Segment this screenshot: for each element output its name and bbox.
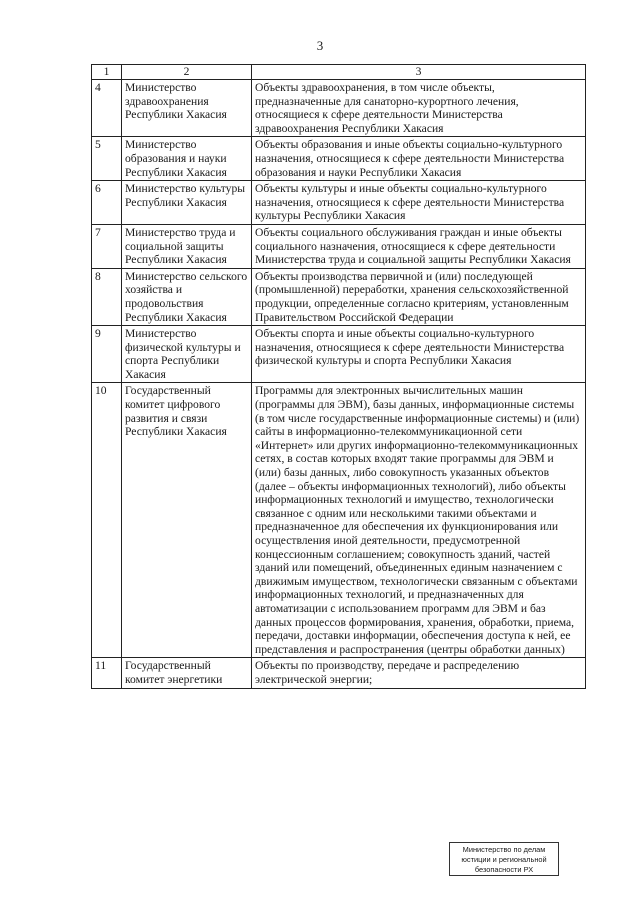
- ministries-table: [91, 64, 586, 689]
- ministry-name: Министерство физической культуры и спорта Республики Хакасия: [122, 326, 252, 383]
- row-number: 10: [92, 383, 122, 658]
- header-col-1: 1: [92, 65, 122, 80]
- stamp-line-1: Министерство по делам: [462, 845, 546, 854]
- table-row: [92, 383, 586, 658]
- objects-description: Объекты по производству, передаче и распределению электрической энергии;: [252, 658, 586, 688]
- objects-description: Объекты социального обслуживания граждан и иные объекты социального назначения, относящиеся к сфере деятельности Министерства труда и социальной защиты Республики Хакасия: [252, 224, 586, 268]
- ministry-name: Министерство здравоохранения Республики Хакасия: [122, 80, 252, 137]
- objects-description: Программы для электронных вычислительных машин (программы для ЭВМ), базы данных, информационные системы (в том числе государственные информационные системы) и (или) сайты в информационно-телекоммуникационной сети «Интернет» или других информационно-телекоммуникационных сетях, в состав которых входят такие программы для ЭВМ и (или) базы данных, либо совокупность указанных объектов (далее – объекты информационных технологий), либо объекты информационных технологий и имущество, технологически связанное с одним или несколькими такими объектами и предназначенное для обеспечения их функционирования или осуществления иной деятельности, предусмотренной концессионным соглашением; совокупность зданий, частей зданий или помещений, объединенных единым назначением с движимым имуществом, технологически связанным с объектами информационных технологий, и предназначенных для автоматизации с использованием программ для ЭВМ и баз данных процессов формирования, хранения, обработки, приема, передачи, доставки информации, обеспечения доступа к ней, ее представления и распространения (центры обработки данных): [252, 383, 586, 658]
- page-number: 3: [316, 38, 324, 53]
- ministry-name: Министерство сельского хозяйства и продовольствия Республики Хакасия: [122, 268, 252, 325]
- registration-stamp: [449, 842, 559, 876]
- ministry-name: Государственный комитет энергетики: [122, 658, 252, 688]
- objects-description: Объекты образования и иные объекты социально-культурного назначения, относящиеся к сфере деятельности Министерства образования и науки Республики Хакасия: [252, 137, 586, 181]
- objects-description: Объекты производства первичной и (или) последующей (промышленной) переработки, хранения сельскохозяйственной продукции, определенные согласно критериям, установленным Правительством Российской Федерации: [252, 268, 586, 325]
- row-number: 6: [92, 181, 122, 225]
- objects-description: Объекты здравоохранения, в том числе объекты, предназначенные для санаторно-курортного лечения, относящиеся к сфере деятельности Министерства здравоохранения Республики Хакасия: [252, 80, 586, 137]
- row-number: 8: [92, 268, 122, 325]
- row-number: 4: [92, 80, 122, 137]
- table-header-row: [92, 65, 586, 80]
- objects-description: Объекты культуры и иные объекты социально-культурного назначения, относящиеся к сфере деятельности Министерства культуры Республики Хакасия: [252, 181, 586, 225]
- ministry-name: Министерство культуры Республики Хакасия: [122, 181, 252, 225]
- row-number: 9: [92, 326, 122, 383]
- table-row: [92, 137, 586, 181]
- header-col-2: 2: [122, 65, 252, 80]
- stamp-line-2: юстиции и региональной: [461, 855, 547, 864]
- table-row: [92, 268, 586, 325]
- ministry-name: Государственный комитет цифрового развития и связи Республики Хакасия: [122, 383, 252, 658]
- table-row: [92, 181, 586, 225]
- objects-description: Объекты спорта и иные объекты социально-культурного назначения, относящиеся к сфере деятельности Министерства физической культуры и спорта Республики Хакасия: [252, 326, 586, 383]
- ministry-name: Министерство образования и науки Республики Хакасия: [122, 137, 252, 181]
- stamp-line-3: безопасности РХ: [474, 865, 534, 874]
- table-row: [92, 224, 586, 268]
- row-number: 7: [92, 224, 122, 268]
- table-row: [92, 326, 586, 383]
- header-col-3: 3: [252, 65, 586, 80]
- ministry-name: Министерство труда и социальной защиты Республики Хакасия: [122, 224, 252, 268]
- row-number: 11: [92, 658, 122, 688]
- row-number: 5: [92, 137, 122, 181]
- table-row: [92, 80, 586, 137]
- table-row: [92, 658, 586, 688]
